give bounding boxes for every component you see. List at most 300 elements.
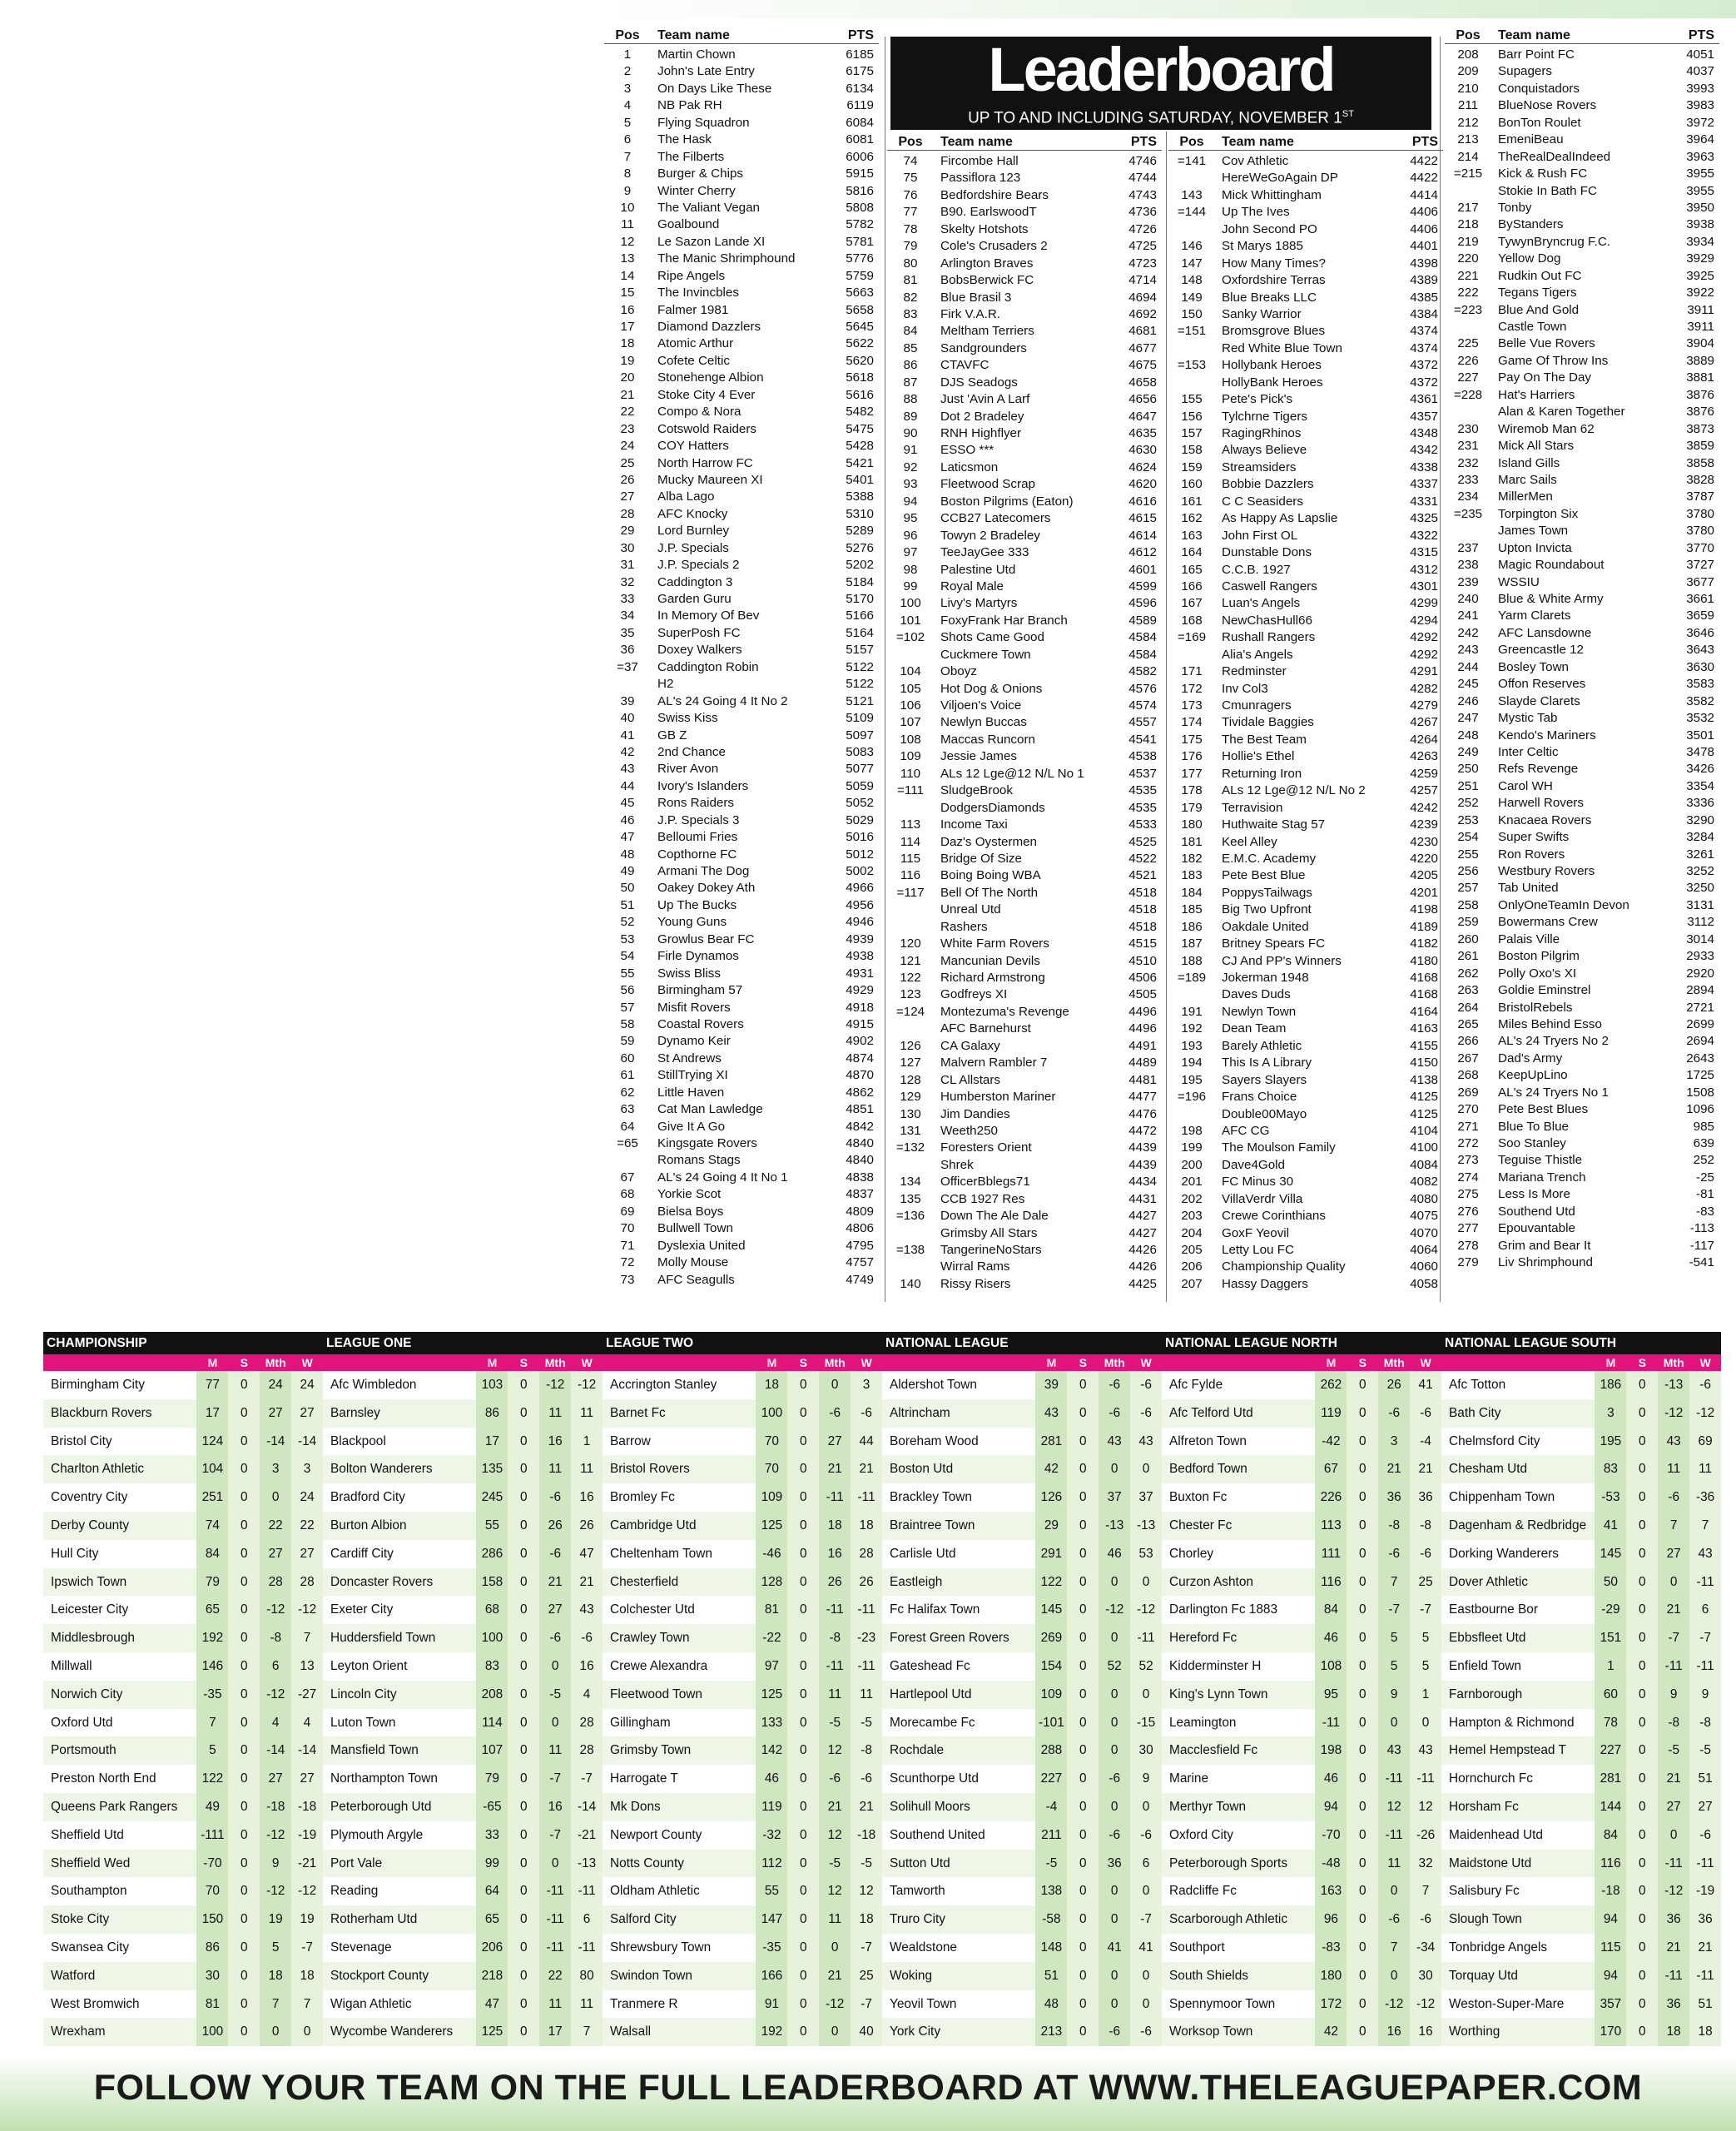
row-pts: 4840 [846,1153,874,1168]
row-team-name: Mancunian Devils [940,953,1040,968]
leaderboard-row [1445,1135,1719,1152]
row-pts: 4505 [1128,987,1157,1002]
league-row [882,1850,1162,1878]
row-pts: 3354 [1686,778,1714,793]
league-stat-m: 43 [1035,1399,1067,1428]
row-team-name: Bosley Town [1498,659,1569,674]
league-stat-m: 154 [1035,1652,1067,1681]
league-stat-w: 18 [291,1962,323,1990]
row-pos: 71 [620,1238,635,1253]
league-stat-m: 112 [756,1850,787,1878]
league-stat-m: 227 [1595,1736,1626,1765]
leaderboard-row [887,851,1162,867]
leaderboard-row [1168,170,1443,186]
league-team-name: Oldham Athletic [610,1884,700,1899]
league-team-name: Grimsby Town [610,1743,692,1758]
league-stat-s: 0 [1626,2018,1658,2046]
row-team-name: Teguise Thistle [1498,1153,1583,1168]
league-team-name: Yeovil Town [890,1996,957,2011]
row-pts: 4616 [1128,494,1157,509]
row-pos: 15 [620,286,635,301]
row-pos: 230 [1457,421,1479,436]
row-pts: 3873 [1686,421,1714,436]
leaderboard-row [1445,812,1719,829]
row-pos: 78 [903,221,918,236]
row-team-name: CJ And PP's Winners [1222,953,1342,968]
league-stat-m: 60 [1595,1681,1626,1709]
row-pts: 4384 [1410,306,1438,321]
row-pos: 128 [900,1072,921,1087]
league-col-s: S [799,1356,807,1369]
row-pts: 2920 [1686,966,1714,981]
league-stat-mth: 11 [539,1399,571,1428]
row-team-name: Malvern Rambler 7 [940,1056,1048,1070]
league-stat-mth: -6 [539,1483,571,1512]
league-stat-w: 69 [1689,1428,1721,1456]
league-row [323,1990,603,2019]
row-pos: 48 [620,847,635,862]
row-pts: 4658 [1128,375,1157,390]
league-row [603,1624,882,1652]
league-stat-m: 17 [476,1428,508,1456]
row-pts: 4837 [846,1187,874,1202]
row-team-name: BonTon Roulet [1498,115,1581,130]
row-team-name: James Town [1498,524,1569,539]
league-stat-mth: 36 [1658,1905,1689,1934]
row-team-name: Tividale Baggies [1222,715,1314,730]
leaderboard-row [1168,153,1443,170]
subtitle-text: UP TO AND INCLUDING SATURDAY, NOVEMBER 1 [968,109,1342,127]
row-pos: 11 [621,217,634,232]
row-pos: 105 [900,681,921,696]
row-pos: 156 [1181,409,1203,424]
league-team-name: Cardiff City [330,1546,394,1561]
row-pos: 93 [903,477,918,492]
league-row [603,1371,882,1399]
row-pos: 252 [1457,796,1479,811]
league-row [1162,1596,1441,1624]
league-stat-w: 0 [1130,1568,1162,1597]
row-team-name: Fleetwood Scrap [940,477,1035,492]
league-team-name: West Bromwich [51,1996,140,2011]
row-pos [887,1225,934,1242]
leaderboard-row [1445,1254,1719,1271]
league-stat-s: 0 [1626,1428,1658,1456]
row-pos: 193 [1181,1038,1203,1053]
row-pos: =102 [895,630,925,645]
row-pos: =117 [896,885,925,900]
row-pts: 4406 [1410,221,1438,236]
league-stat-s: 0 [1347,1962,1378,1990]
league-stat-mth: 16 [819,1540,851,1568]
row-team-name: Luan's Angels [1222,596,1301,611]
row-pos: 258 [1457,897,1479,912]
row-team-name: Bielsa Boys [657,1204,724,1219]
row-team-name: Caddington Robin [657,659,759,674]
league-stat-w: 26 [571,1512,603,1540]
league-stat-mth: 0 [1378,1877,1410,1905]
league-stat-mth: -12 [260,1877,291,1905]
leaderboard-row [1168,409,1443,425]
league-stat-mth: 11 [819,1905,851,1934]
league-stat-w: -6 [1130,2018,1162,2046]
leaderboard-row [1445,557,1719,574]
leaderboard-row [1168,851,1443,867]
league-stat-s: 0 [1626,1399,1658,1428]
row-team-name: AFC CG [1222,1123,1270,1138]
league-row [323,1512,603,1540]
league-col-m: M [207,1356,218,1369]
row-team-name: Kick & Rush FC [1498,166,1588,181]
row-team-name: The Hask [657,132,712,147]
row-pos: 232 [1457,455,1479,470]
header-pos: Pos [1179,135,1204,149]
row-team-name: Swiss Kiss [657,711,718,726]
league-stat-mth: 0 [260,1483,291,1512]
league-stat-s: 0 [1067,1624,1099,1652]
row-team-name: Oboyz [940,664,977,679]
leaderboard-row [1168,919,1443,936]
row-pts: 3911 [1687,302,1714,317]
league-col-s: S [1638,1356,1646,1369]
league-row [882,1681,1162,1709]
row-pos: 9 [623,183,632,198]
league-stat-s: 0 [1347,1934,1378,1962]
leaderboard-row [1168,1191,1443,1208]
row-pts: 3532 [1686,711,1714,726]
row-pts: 4267 [1410,715,1438,730]
league-stat-m: 67 [1315,1455,1347,1483]
league-stat-s: 0 [1626,1850,1658,1878]
league-col-team [882,1354,1035,1371]
row-team-name: Le Sazon Lande XI [657,234,766,249]
leaderboard-rows [604,44,879,1289]
league-stat-m: 86 [476,1399,508,1428]
league-row [1162,1483,1441,1512]
leaderboard-row [1445,931,1719,948]
row-pos: 131 [900,1123,921,1138]
league-stat-m: 142 [756,1736,787,1765]
row-pts: 3336 [1686,796,1714,811]
league-row [323,1483,603,1512]
row-pos: 231 [1457,439,1479,454]
leaderboard-row [1168,681,1443,698]
league-stat-w: 7 [571,2018,603,2046]
row-team-name: NB Pak RH [657,98,722,113]
row-team-name: Viljoen's Voice [940,698,1022,713]
league-stat-mth: -12 [1099,1596,1130,1624]
leaderboard-row [1168,256,1443,272]
league-stat-w: -11 [1689,1962,1721,1990]
league-row [43,1399,323,1428]
row-pos: 92 [903,459,918,474]
row-pts: 4506 [1128,971,1157,985]
row-team-name: Cotswold Raiders [657,421,757,436]
row-pos: 23 [620,421,635,436]
league-team-name: Dorking Wanderers [1449,1546,1560,1561]
league-col-mth: Mth [1383,1356,1405,1369]
league-col-w: W [861,1356,872,1369]
league-stat-mth: -11 [819,1652,851,1681]
league-stat-m: 95 [1315,1681,1347,1709]
row-pts: 5759 [846,268,874,283]
league-row [1162,1652,1441,1681]
league-team-name: Scunthorpe Utd [890,1771,979,1786]
row-team-name: Arlington Braves [940,256,1034,271]
row-pts: 4037 [1686,64,1714,79]
leaderboard-row [1168,544,1443,561]
row-team-name: J.P. Specials 2 [657,558,740,573]
league-stat-s: 0 [1347,1512,1378,1540]
league-team-name: Rotherham Utd [330,1912,418,1927]
row-pos: 26 [620,472,635,487]
row-pts: 4242 [1410,800,1438,815]
row-pos: =132 [895,1140,925,1155]
blank-area [0,0,594,1307]
row-team-name: Marc Sails [1498,472,1557,487]
league-stat-w: 21 [1689,1934,1721,1962]
row-pts: 4692 [1128,306,1157,321]
row-pts: 5782 [846,217,874,232]
league-stat-s: 0 [508,1736,539,1765]
header-pos: Pos [898,135,923,149]
league-row [1441,1512,1721,1540]
row-pts: 6185 [846,47,874,62]
row-pts: 4075 [1410,1209,1438,1224]
leaderboard-row [887,1174,1162,1190]
league-stat-s: 0 [228,1793,260,1821]
league-team-name: Charlton Athletic [51,1462,145,1477]
row-team-name: Magic Roundabout [1498,558,1605,573]
row-pos [1168,1106,1215,1123]
row-pos: =169 [1177,630,1207,645]
league-stat-m: 125 [476,2018,508,2046]
row-team-name: Miles Behind Esso [1498,1016,1602,1031]
league-column-headers [603,1354,882,1371]
league-row [603,2018,882,2046]
league-stat-s: 0 [1067,1428,1099,1456]
league-stat-m: 172 [1315,1990,1347,2019]
row-pts: 5016 [846,830,874,845]
row-pos: 143 [1181,187,1203,202]
row-pts: 4939 [846,931,874,946]
leaderboard-row [1168,834,1443,851]
row-pts: 3478 [1686,744,1714,759]
row-pos: =215 [1453,166,1483,181]
row-team-name: Westbury Rovers [1498,864,1595,878]
row-team-name: Bell Of The North [940,885,1039,900]
leaderboard-row [1445,1186,1719,1203]
league-stat-w: -11 [851,1596,882,1624]
league-stat-w: 52 [1130,1652,1162,1681]
league-row [323,1399,603,1428]
leaderboard-row [1168,221,1443,238]
leaderboard-row [1445,234,1719,251]
league-stat-mth: 41 [1099,1934,1130,1962]
league-stat-s: 0 [1347,1483,1378,1512]
league-stat-mth: -11 [1658,1850,1689,1878]
league-stat-mth: 11 [1658,1455,1689,1483]
league-stat-s: 0 [1067,1709,1099,1737]
leaderboard-row [1445,115,1719,132]
row-pts: 4931 [846,966,874,981]
league-row [1162,1399,1441,1428]
league-stat-mth: 7 [260,1990,291,2019]
row-team-name: The Invincbles [657,286,739,301]
row-team-name: Dean Team [1222,1021,1287,1036]
league-row [1441,2018,1721,2046]
row-team-name: Dad's Army [1498,1051,1563,1066]
league-stat-w: 0 [1130,1455,1162,1483]
leaderboard-row [1168,647,1443,663]
row-pts: 4374 [1410,324,1438,339]
row-team-name: Maccas Runcorn [940,732,1035,747]
league-stat-s: 0 [1067,1596,1099,1624]
league-stat-mth: 16 [539,1793,571,1821]
league-col-w: W [1699,1356,1711,1369]
row-pts: 4522 [1128,851,1157,866]
league-col-m: M [1046,1356,1057,1369]
league-stat-s: 0 [1347,1455,1378,1483]
league-stat-s: 0 [787,1793,819,1821]
leaderboard-row [1445,1101,1719,1118]
league-stat-s: 0 [787,1652,819,1681]
league-team-name: Bromley Fc [610,1490,675,1505]
league-stat-m: 145 [1035,1596,1067,1624]
league-row [1162,1736,1441,1765]
league-row [323,2018,603,2046]
row-pts: 4292 [1410,630,1438,645]
leaderboard-row [1168,204,1443,221]
league-stat-mth: 12 [1378,1793,1410,1821]
row-pos [1445,404,1491,420]
row-pos: 246 [1457,693,1479,708]
leaderboard-row [887,476,1162,493]
league-stat-s: 0 [508,1624,539,1652]
league-row [1162,1990,1441,2019]
row-team-name: Rudkin Out FC [1498,268,1582,283]
league-team-name: Salford City [610,1912,677,1927]
leaderboard-row [887,1038,1162,1055]
league-stat-s: 0 [1067,1736,1099,1765]
row-team-name: B90. EarlswoodT [940,205,1037,220]
league-row [323,1652,603,1681]
league-stat-s: 0 [1626,1512,1658,1540]
row-pts: 3787 [1686,489,1714,504]
row-pos: 243 [1457,643,1479,658]
leaderboard-row [1168,902,1443,918]
league-row [603,1428,882,1456]
row-team-name: AFC Knocky [657,506,728,521]
leaderboard-row [604,863,879,880]
league-stat-s: 0 [1347,1399,1378,1428]
leaderboard-row [1445,966,1719,982]
league-table [603,1332,882,2046]
row-pts: 4726 [1128,221,1157,236]
league-stat-m: 94 [1595,1905,1626,1934]
row-pos: 109 [900,749,921,764]
leaderboard-row [604,387,879,404]
league-team-name: Hereford Fc [1169,1631,1238,1646]
row-pos: 91 [903,443,918,458]
league-stat-m: 186 [1595,1371,1626,1399]
league-stat-w: -11 [1410,1765,1441,1793]
leaderboard-row [1445,728,1719,744]
leaderboard-row [1445,982,1719,999]
row-pos: 129 [900,1090,921,1105]
row-team-name: Pete's Pick's [1222,392,1293,407]
row-team-name: AL's 24 Tryers No 2 [1498,1034,1609,1049]
row-pos: 269 [1457,1085,1479,1100]
row-pos: 77 [903,205,918,220]
row-team-name: Goldie Eminstrel [1498,983,1591,998]
league-team-name: Birmingham City [51,1378,145,1392]
league-team-name: Fleetwood Town [610,1686,702,1701]
row-pts: -81 [1696,1187,1714,1202]
league-stat-s: 0 [787,1905,819,1934]
league-stat-mth: -14 [260,1736,291,1765]
row-pts: 4647 [1128,409,1157,424]
league-stat-m: 46 [756,1765,787,1793]
row-pts: 3858 [1686,455,1714,470]
leaderboard-row [887,953,1162,970]
league-team-name: Millwall [51,1658,92,1673]
league-stat-w: 0 [1410,1709,1441,1737]
league-row [43,1624,323,1652]
league-stat-s: 0 [508,1652,539,1681]
row-pos [887,919,934,936]
league-stat-s: 0 [1626,1736,1658,1765]
row-pos: 83 [903,306,918,321]
row-pos: 90 [903,426,918,440]
league-row [1162,1681,1441,1709]
row-pts: 3250 [1686,881,1714,896]
league-stat-w: 12 [851,1877,882,1905]
row-team-name: Jokerman 1948 [1222,971,1309,985]
league-stat-m: 84 [196,1540,228,1568]
league-stat-mth: -6 [1378,1399,1410,1428]
league-team-name: Port Vale [330,1855,383,1870]
row-team-name: Godfreys XI [940,987,1008,1002]
leaderboard-row [887,936,1162,952]
league-team-name: Chesham Utd [1449,1462,1528,1477]
row-team-name: Humberston Mariner [940,1090,1056,1105]
leaderboard-panel [594,25,1723,1305]
row-pts: 4874 [846,1051,874,1066]
row-pts: 4956 [846,897,874,912]
league-team-name: Hornchurch Fc [1449,1771,1533,1786]
league-stat-mth: 21 [819,1962,851,1990]
league-stat-s: 0 [228,1962,260,1990]
row-team-name: MillerMen [1498,489,1553,504]
league-team-name: Stoke City [51,1912,110,1927]
row-team-name: Doxey Walkers [657,643,742,658]
row-pos: 54 [620,949,635,964]
row-pts: 4389 [1410,273,1438,288]
league-stat-mth: 24 [260,1371,291,1399]
leaderboard-row [604,1051,879,1067]
leaderboard-row [887,647,1162,663]
league-stat-m: 33 [476,1821,508,1850]
league-stat-s: 0 [508,1765,539,1793]
league-stat-w: -6 [1410,1905,1441,1934]
row-team-name: Income Taxi [940,817,1008,832]
league-stat-s: 0 [1347,1428,1378,1456]
row-team-name: Less Is More [1498,1187,1570,1202]
league-stat-s: 0 [1347,1596,1378,1624]
row-team-name: Richard Armstrong [940,971,1045,985]
league-team-name: Sheffield Utd [51,1827,124,1842]
